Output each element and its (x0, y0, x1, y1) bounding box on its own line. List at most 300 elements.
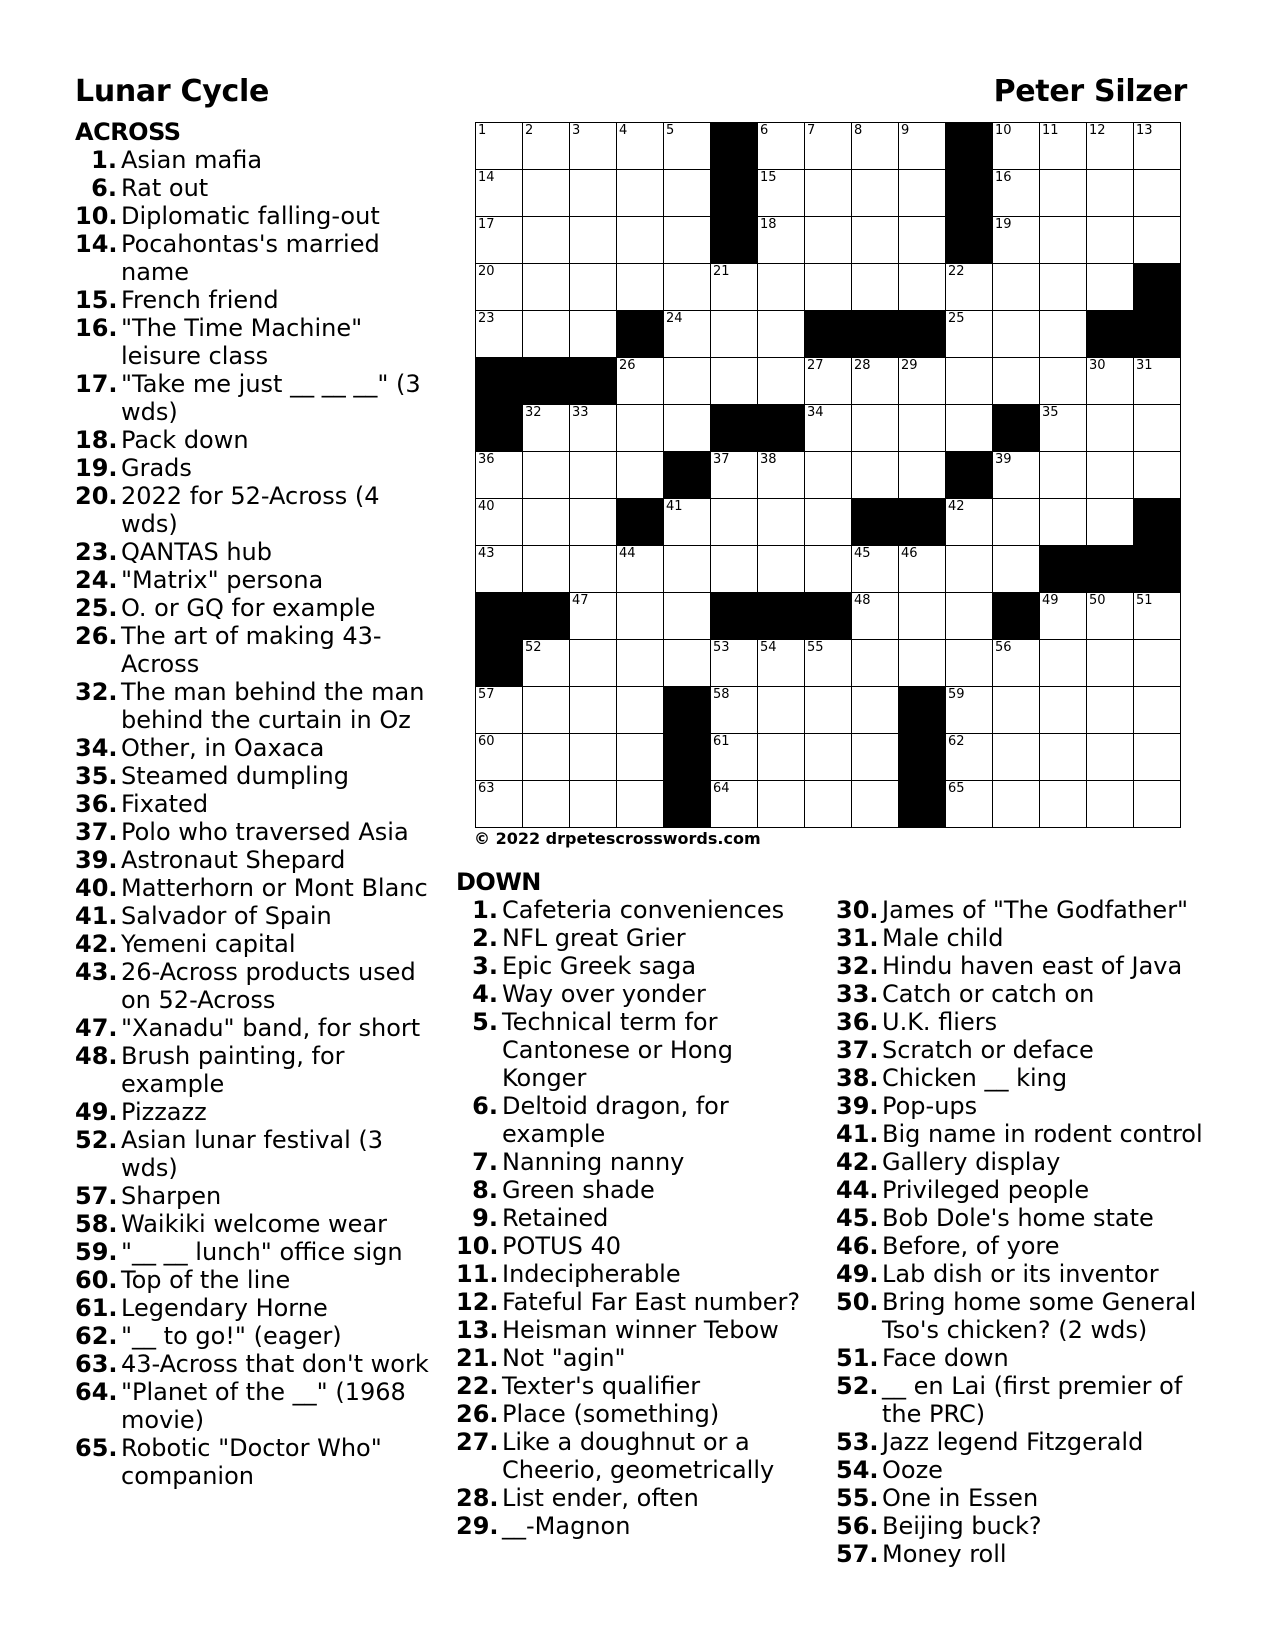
clue-text: "__ __ lunch" office sign (121, 1238, 403, 1266)
grid-cell[interactable] (1040, 593, 1087, 640)
cell-number: 35 (1042, 405, 1059, 420)
cell-number: 38 (760, 452, 777, 467)
grid-cell[interactable] (852, 640, 899, 687)
grid-cell[interactable] (570, 405, 617, 452)
grid-cell[interactable] (1134, 358, 1181, 405)
grid-cell[interactable] (664, 593, 711, 640)
grid-cell[interactable] (523, 311, 570, 358)
black-square (1134, 499, 1181, 546)
grid-cell[interactable] (805, 781, 852, 828)
clue (75, 286, 440, 314)
clue-text: Money roll (882, 1540, 1007, 1568)
grid-cell[interactable] (711, 358, 758, 405)
cell-number: 34 (807, 405, 824, 420)
clue-text: Ooze (882, 1456, 943, 1484)
grid-cell[interactable] (1134, 640, 1181, 687)
clue (75, 846, 440, 874)
clue (75, 1350, 440, 1378)
clue-number: 42. (836, 1148, 879, 1176)
clue-text: Catch or catch on (882, 980, 1095, 1008)
clue-text: Asian lunar festival (3 wds) (121, 1126, 384, 1182)
black-square (805, 593, 852, 640)
grid-cell[interactable] (993, 687, 1040, 734)
clue-text: Chicken __ king (882, 1064, 1068, 1092)
grid-cell[interactable] (523, 546, 570, 593)
grid-cell[interactable] (476, 781, 523, 828)
grid-cell[interactable] (1134, 217, 1181, 264)
grid-cell[interactable] (852, 217, 899, 264)
grid-cell[interactable] (946, 311, 993, 358)
grid-cell[interactable] (664, 311, 711, 358)
black-square (664, 734, 711, 781)
clue-number: 25. (75, 594, 118, 622)
cell-number: 62 (948, 734, 965, 749)
grid-cell[interactable] (1134, 123, 1181, 170)
grid-cell[interactable] (758, 217, 805, 264)
grid-cell[interactable] (993, 264, 1040, 311)
grid-cell[interactable] (523, 264, 570, 311)
grid-cell[interactable] (1040, 640, 1087, 687)
clue-text: Way over yonder (502, 980, 706, 1008)
clue-number: 64. (75, 1378, 118, 1406)
grid-cell[interactable] (664, 264, 711, 311)
grid-cell[interactable] (1087, 452, 1134, 499)
clue-text: Hindu haven east of Java (882, 952, 1183, 980)
grid-cell[interactable] (1040, 781, 1087, 828)
cell-number: 6 (760, 123, 769, 138)
clue (75, 622, 440, 678)
grid-cell[interactable] (664, 546, 711, 593)
grid-cell[interactable] (805, 546, 852, 593)
grid-cell[interactable] (711, 311, 758, 358)
grid-cell[interactable] (617, 358, 664, 405)
grid-cell[interactable] (476, 264, 523, 311)
grid-cell[interactable] (946, 264, 993, 311)
grid-cell[interactable] (899, 405, 946, 452)
clue-number: 40. (75, 874, 118, 902)
grid-cell[interactable] (570, 452, 617, 499)
grid-cell[interactable] (1087, 781, 1134, 828)
clue-text: U.K. fliers (882, 1008, 998, 1036)
clue-text: "Xanadu" band, for short (121, 1014, 421, 1042)
grid-cell[interactable] (570, 123, 617, 170)
clue-number: 1. (472, 896, 498, 924)
clue-text: Male child (882, 924, 1004, 952)
black-square (476, 405, 523, 452)
grid-cell[interactable] (852, 452, 899, 499)
grid-cell[interactable] (1087, 499, 1134, 546)
grid-cell[interactable] (523, 170, 570, 217)
grid-cell[interactable] (899, 264, 946, 311)
grid-cell[interactable] (946, 781, 993, 828)
clue (75, 454, 440, 482)
grid-cell[interactable] (993, 640, 1040, 687)
grid-cell[interactable] (899, 217, 946, 264)
grid-cell[interactable] (1134, 781, 1181, 828)
clue (836, 1232, 1208, 1260)
clue-text: Deltoid dragon, for example (502, 1092, 729, 1148)
black-square (899, 311, 946, 358)
clue (836, 1428, 1208, 1456)
down-clues-column-1 (456, 868, 806, 1540)
cell-number: 27 (807, 358, 824, 373)
grid-cell[interactable] (946, 358, 993, 405)
cell-number: 9 (901, 123, 910, 138)
grid-cell[interactable] (993, 358, 1040, 405)
clue (75, 146, 440, 174)
cell-number: 17 (478, 217, 495, 232)
clue-text: Robotic "Doctor Who" companion (121, 1434, 382, 1490)
grid-cell[interactable] (852, 593, 899, 640)
grid-cell[interactable] (1134, 405, 1181, 452)
grid-cell[interactable] (1087, 358, 1134, 405)
clue-number: 59. (75, 1238, 118, 1266)
cell-number: 42 (948, 499, 965, 514)
grid-cell[interactable] (1134, 452, 1181, 499)
grid-cell[interactable] (993, 217, 1040, 264)
grid-cell[interactable] (852, 358, 899, 405)
grid-cell[interactable] (1134, 734, 1181, 781)
clue (456, 924, 806, 952)
grid-cell[interactable] (805, 452, 852, 499)
grid-cell[interactable] (852, 734, 899, 781)
grid-cell[interactable] (993, 781, 1040, 828)
clue (75, 1434, 440, 1490)
grid-cell[interactable] (617, 734, 664, 781)
grid-cell[interactable] (946, 499, 993, 546)
grid-cell[interactable] (570, 687, 617, 734)
cell-number: 5 (666, 123, 675, 138)
clue (456, 896, 806, 924)
cell-number: 20 (478, 264, 495, 279)
grid-cell[interactable] (570, 781, 617, 828)
clue (836, 1064, 1208, 1092)
grid-cell[interactable] (852, 781, 899, 828)
grid-cell[interactable] (805, 358, 852, 405)
grid-cell[interactable] (1040, 499, 1087, 546)
cell-number: 33 (572, 405, 589, 420)
grid-cell[interactable] (1040, 358, 1087, 405)
clue (456, 1512, 806, 1540)
grid-cell[interactable] (476, 311, 523, 358)
grid-cell[interactable] (1040, 311, 1087, 358)
grid-cell[interactable] (523, 687, 570, 734)
grid-cell[interactable] (1087, 170, 1134, 217)
cell-number: 51 (1136, 593, 1153, 608)
black-square (758, 593, 805, 640)
grid-cell[interactable] (1087, 217, 1134, 264)
black-square (711, 405, 758, 452)
cell-number: 43 (478, 546, 495, 561)
clue-text: "Matrix" persona (121, 566, 324, 594)
grid-cell[interactable] (664, 123, 711, 170)
grid-cell[interactable] (805, 217, 852, 264)
grid-cell[interactable] (1087, 123, 1134, 170)
grid-cell[interactable] (852, 264, 899, 311)
cell-number: 12 (1089, 123, 1106, 138)
clue (75, 314, 440, 370)
clue (836, 952, 1208, 980)
clue-number: 38. (836, 1064, 879, 1092)
clue (836, 1372, 1208, 1428)
clue-text: The man behind the man behind the curtain in Oz (121, 678, 425, 734)
across-heading: ACROSS (75, 118, 181, 146)
grid-cell[interactable] (805, 123, 852, 170)
grid-cell[interactable] (852, 123, 899, 170)
black-square (852, 311, 899, 358)
grid-cell[interactable] (946, 405, 993, 452)
grid-cell[interactable] (1087, 640, 1134, 687)
grid-cell[interactable] (805, 687, 852, 734)
grid-cell[interactable] (617, 546, 664, 593)
grid-cell[interactable] (570, 546, 617, 593)
grid-cell[interactable] (899, 358, 946, 405)
clue (75, 1210, 440, 1238)
grid-cell[interactable] (852, 405, 899, 452)
cell-number: 2 (525, 123, 534, 138)
grid-cell[interactable] (711, 264, 758, 311)
clue-number: 44. (836, 1176, 879, 1204)
clue-text: Indecipherable (502, 1260, 681, 1288)
grid-cell[interactable] (1087, 734, 1134, 781)
cell-number: 7 (807, 123, 816, 138)
clue (75, 1014, 440, 1042)
grid-cell[interactable] (1040, 734, 1087, 781)
grid-cell[interactable] (711, 781, 758, 828)
grid-cell[interactable] (758, 640, 805, 687)
grid-cell[interactable] (1087, 593, 1134, 640)
clue-number: 43. (75, 958, 118, 986)
grid-cell[interactable] (1087, 264, 1134, 311)
grid-cell[interactable] (1040, 170, 1087, 217)
grid-cell[interactable] (476, 123, 523, 170)
grid-cell[interactable] (711, 734, 758, 781)
grid-cell[interactable] (523, 452, 570, 499)
grid-cell[interactable] (852, 170, 899, 217)
black-square (711, 217, 758, 264)
clue-number: 6. (91, 174, 117, 202)
clue-number: 1. (91, 146, 117, 174)
grid-cell[interactable] (852, 687, 899, 734)
black-square (993, 593, 1040, 640)
grid-cell[interactable] (617, 452, 664, 499)
grid-cell[interactable] (758, 358, 805, 405)
grid-cell[interactable] (899, 593, 946, 640)
grid-cell[interactable] (1134, 687, 1181, 734)
grid-cell[interactable] (1040, 452, 1087, 499)
grid-cell[interactable] (1134, 593, 1181, 640)
grid-cell[interactable] (946, 734, 993, 781)
clue (836, 1288, 1208, 1344)
copyright-notice: © 2022 drpetescrosswords.com (474, 829, 761, 848)
clue-number: 2. (472, 924, 498, 952)
grid-cell[interactable] (758, 123, 805, 170)
grid-cell[interactable] (476, 217, 523, 264)
clue-text: Place (something) (502, 1400, 720, 1428)
grid-cell[interactable] (664, 217, 711, 264)
grid-cell[interactable] (523, 217, 570, 264)
clue (75, 790, 440, 818)
cell-number: 41 (666, 499, 683, 514)
grid-cell[interactable] (476, 546, 523, 593)
across-clues (75, 118, 440, 1490)
grid-cell[interactable] (523, 499, 570, 546)
grid-cell[interactable] (570, 264, 617, 311)
clue (456, 1148, 806, 1176)
cell-number: 15 (760, 170, 777, 185)
clue-text: Heisman winner Tebow (502, 1316, 779, 1344)
grid-cell[interactable] (523, 640, 570, 687)
grid-cell[interactable] (711, 640, 758, 687)
clue (836, 1204, 1208, 1232)
grid-cell[interactable] (1087, 405, 1134, 452)
grid-cell[interactable] (617, 781, 664, 828)
grid-cell[interactable] (570, 734, 617, 781)
grid-cell[interactable] (805, 499, 852, 546)
grid-cell[interactable] (1040, 264, 1087, 311)
clue (836, 1540, 1208, 1568)
clue-text: One in Essen (882, 1484, 1039, 1512)
clue-text: "The Time Machine" leisure class (121, 314, 363, 370)
grid-cell[interactable] (664, 170, 711, 217)
grid-cell[interactable] (805, 264, 852, 311)
black-square (711, 593, 758, 640)
grid-cell[interactable] (993, 170, 1040, 217)
clue-number: 14. (75, 230, 118, 258)
grid-cell[interactable] (899, 546, 946, 593)
clue-number: 33. (836, 980, 879, 1008)
grid-cell[interactable] (570, 640, 617, 687)
grid-cell[interactable] (993, 546, 1040, 593)
black-square (711, 123, 758, 170)
grid-cell[interactable] (617, 217, 664, 264)
grid-cell[interactable] (899, 170, 946, 217)
clue-text: QANTAS hub (121, 538, 272, 566)
clue (836, 1176, 1208, 1204)
cell-number: 46 (901, 546, 918, 561)
grid-cell[interactable] (711, 546, 758, 593)
grid-cell[interactable] (993, 499, 1040, 546)
grid-cell[interactable] (805, 170, 852, 217)
grid-cell[interactable] (946, 593, 993, 640)
grid-cell[interactable] (805, 405, 852, 452)
grid-cell[interactable] (711, 499, 758, 546)
grid-cell[interactable] (664, 358, 711, 405)
grid-cell[interactable] (617, 687, 664, 734)
grid-cell[interactable] (523, 781, 570, 828)
grid-cell[interactable] (523, 405, 570, 452)
clue-text: French friend (121, 286, 279, 314)
clue (75, 1238, 440, 1266)
grid-cell[interactable] (476, 452, 523, 499)
grid-cell[interactable] (758, 264, 805, 311)
grid-cell[interactable] (476, 734, 523, 781)
clue-number: 51. (836, 1344, 879, 1372)
grid-cell[interactable] (993, 452, 1040, 499)
grid-cell[interactable] (993, 311, 1040, 358)
grid-cell[interactable] (570, 499, 617, 546)
clue-number: 34. (75, 734, 118, 762)
grid-cell[interactable] (758, 311, 805, 358)
black-square (664, 687, 711, 734)
cell-number: 44 (619, 546, 636, 561)
grid-cell[interactable] (1040, 123, 1087, 170)
grid-cell[interactable] (476, 170, 523, 217)
grid-cell[interactable] (664, 499, 711, 546)
cell-number: 36 (478, 452, 495, 467)
clue-number: 49. (836, 1260, 879, 1288)
grid-cell[interactable] (570, 311, 617, 358)
grid-cell[interactable] (570, 593, 617, 640)
grid-cell[interactable] (946, 640, 993, 687)
grid-cell[interactable] (476, 499, 523, 546)
grid-cell[interactable] (758, 687, 805, 734)
grid-cell[interactable] (758, 546, 805, 593)
grid-cell[interactable] (617, 123, 664, 170)
clue-text: Lab dish or its inventor (882, 1260, 1159, 1288)
clue (456, 1484, 806, 1512)
grid-cell[interactable] (664, 405, 711, 452)
grid-cell[interactable] (570, 170, 617, 217)
grid-cell[interactable] (1087, 687, 1134, 734)
grid-cell[interactable] (523, 734, 570, 781)
grid-cell[interactable] (617, 405, 664, 452)
grid-cell[interactable] (946, 546, 993, 593)
grid-cell[interactable] (993, 123, 1040, 170)
clue-number: 26. (75, 622, 118, 650)
grid-cell[interactable] (1040, 405, 1087, 452)
clue-number: 15. (75, 286, 118, 314)
cell-number: 52 (525, 640, 542, 655)
grid-cell[interactable] (617, 640, 664, 687)
grid-cell[interactable] (946, 687, 993, 734)
grid-cell[interactable] (899, 452, 946, 499)
grid-cell[interactable] (805, 734, 852, 781)
grid-cell[interactable] (758, 781, 805, 828)
clue (456, 1008, 806, 1092)
grid-cell[interactable] (852, 546, 899, 593)
clue-number: 19. (75, 454, 118, 482)
grid-cell[interactable] (899, 640, 946, 687)
grid-cell[interactable] (993, 734, 1040, 781)
clue-number: 31. (836, 924, 879, 952)
grid-cell[interactable] (617, 170, 664, 217)
grid-cell[interactable] (758, 170, 805, 217)
grid-cell[interactable] (758, 734, 805, 781)
clue-text: Astronaut Shepard (121, 846, 346, 874)
grid-cell[interactable] (758, 452, 805, 499)
black-square (758, 405, 805, 452)
clue (836, 1344, 1208, 1372)
grid-cell[interactable] (1040, 217, 1087, 264)
grid-cell[interactable] (899, 123, 946, 170)
grid-cell[interactable] (758, 499, 805, 546)
grid-cell[interactable] (711, 452, 758, 499)
clue-number: 29. (456, 1512, 499, 1540)
grid-cell[interactable] (617, 593, 664, 640)
grid-cell[interactable] (1134, 170, 1181, 217)
grid-cell[interactable] (664, 640, 711, 687)
grid-cell[interactable] (570, 217, 617, 264)
grid-cell[interactable] (1040, 687, 1087, 734)
clue-text: Technical term for Cantonese or Hong Konger (502, 1008, 733, 1092)
grid-cell[interactable] (711, 687, 758, 734)
clue-number: 26. (456, 1400, 499, 1428)
grid-cell[interactable] (476, 687, 523, 734)
grid-cell[interactable] (805, 640, 852, 687)
grid-cell[interactable] (617, 264, 664, 311)
grid-cell[interactable] (523, 123, 570, 170)
